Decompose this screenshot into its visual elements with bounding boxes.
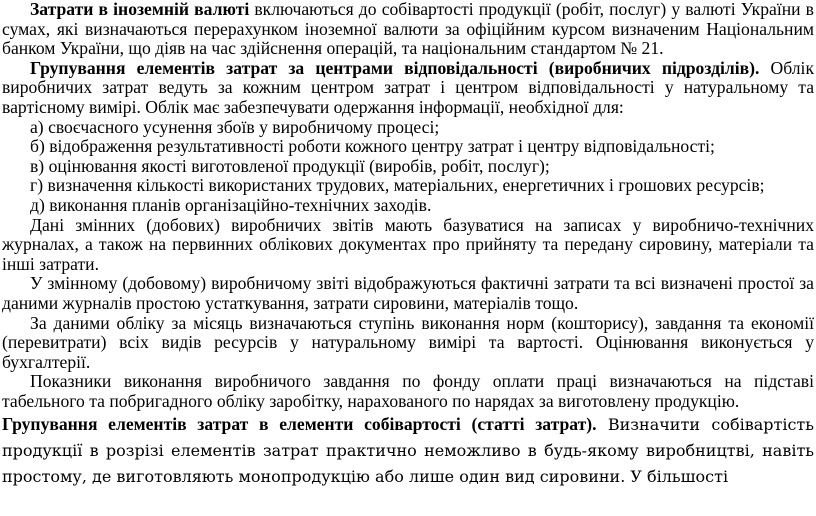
list-item: г) визначення кількості використаних трудових, матеріальних, енергетичних і грошових ресурсів; <box>30 175 765 196</box>
paragraph-shift-reports: Дані змінних (добових) виробничих звітів мають базуватися на записах у виробничо-технічних журналах, а також на первинних облікових документах про прийняту та передану сировину, матеріали та інші затрати. <box>2 214 814 274</box>
paragraph-responsibility-centers <box>2 59 814 118</box>
list-item: д) виконання планів організаційно-технічних заходів. <box>30 194 432 215</box>
paragraph-foreign-currency <box>2 0 814 59</box>
paragraph-text: Облік виробничих затрат ведуть за кожним центром затрат і центром відповідальності у натуральному та вартісному вимірі. Облік має забезпечувати одержання інформації, необхідної для: <box>2 57 814 117</box>
paragraph-wage-fund: Показники виконання виробничого завдання по фонду оплати праці визначаються на підставі табельного та побригадного обліку заробітку, нарахованого по нарядах за виготовлену продукцію. <box>2 371 814 411</box>
paragraph-heading: Групування елементів затрат в елементи собівартості (статті затрат). <box>2 414 597 435</box>
list-item: а) своєчасного усунення збоїв у виробничому процесі; <box>30 116 440 137</box>
paragraph-text: включаються до собівартості продукції (робіт, послуг) у валюті України в сумах, які визначаються перерахунком іноземної валюти за офіційним курсом визначеним Національним банком України, що діяв на час здійснення операцій, та національним стандартом № 21. <box>2 0 814 59</box>
paragraph-monthly-accounting: За даними обліку за місяць визначаються ступінь виконання норм (кошторису), завдання та економії (перевитрати) всіх видів ресурсів у натуральному вимірі та вартості. Оцінювання виконується у бухгалтерії. <box>2 312 814 372</box>
paragraph-daily-report: У змінному (добовому) виробничому звіті відображуються фактичні затрати та всі визначені простої за даними журналів простою устаткування, затрати сировини, матеріалів тощо. <box>2 273 814 313</box>
paragraph-cost-items <box>2 411 814 490</box>
paragraph-heading: Групування елементів затрат за центрами відповідальності (виробничих підрозділів). <box>30 57 760 78</box>
list-item: б) відображення результативності роботи кожного центру затрат і центру відповідальності; <box>30 136 715 157</box>
paragraph-text: Визначити собівартість продукції в розрізі елементів затрат практично неможливо в будь-якому виробництві, навіть простому, де виготовляють монопродукцію або лише один вид сировини. У більшості <box>2 415 814 487</box>
paragraph-heading: Затрати в іноземній валюті <box>30 0 250 19</box>
list-item: в) оцінювання якості виготовленої продукції (виробів, робіт, послуг); <box>30 155 550 176</box>
